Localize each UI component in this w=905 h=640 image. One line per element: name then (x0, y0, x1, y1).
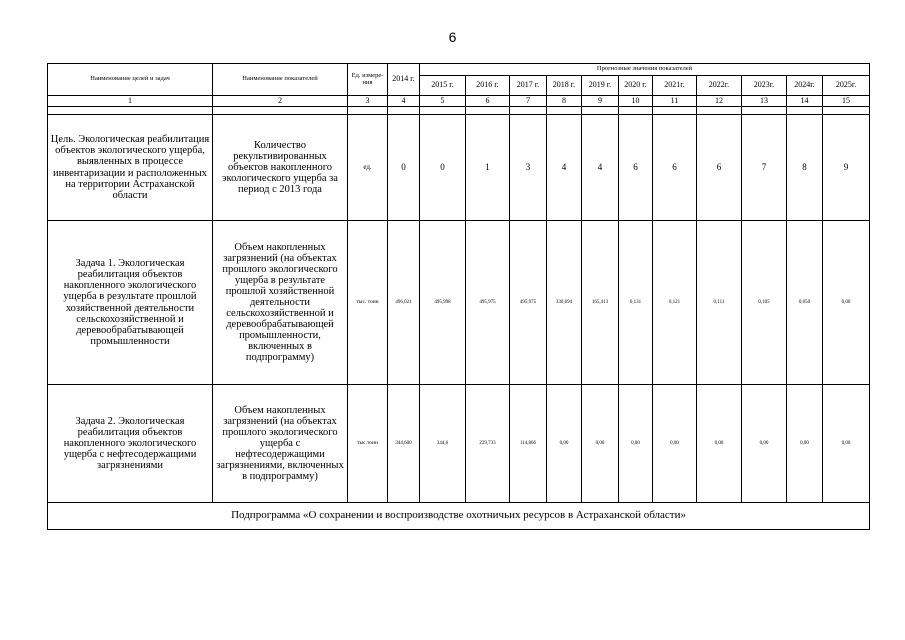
value-cell: 495,975 (510, 221, 547, 385)
value-cell: 165,413 (582, 221, 619, 385)
table-row-task-1 (48, 221, 870, 385)
value-cell: 0,105 (742, 221, 787, 385)
value-cell: 0,00 (742, 385, 787, 503)
column-number: 4 (388, 96, 420, 107)
column-number: 11 (653, 96, 697, 107)
value-cell: 6 (653, 115, 697, 221)
indicator-text: Количество рекультивированных объектов накопленного экологического ущерба за период с 2013 года (213, 115, 348, 221)
value-cell: 229,733 (466, 385, 510, 503)
header-unit: Ед. измере-ния (348, 64, 388, 96)
column-number: 12 (697, 96, 742, 107)
header-year: 2021г. (653, 76, 697, 96)
unit-cell: тыс.тонн (348, 385, 388, 503)
column-number: 9 (582, 96, 619, 107)
value-cell: 4 (582, 115, 619, 221)
value-cell: 7 (742, 115, 787, 221)
value-cell: 344,600 (388, 385, 420, 503)
header-year: 2024г. (787, 76, 823, 96)
header-year: 2015 г. (420, 76, 466, 96)
value-cell: 0,00 (547, 385, 582, 503)
value-cell: 495,998 (420, 221, 466, 385)
page-number: 6 (448, 29, 457, 45)
value-cell: 0,00 (697, 385, 742, 503)
value-cell: 0,121 (653, 221, 697, 385)
value-cell: 0,131 (619, 221, 653, 385)
unit-cell: тыс. тонн (348, 221, 388, 385)
column-number: 5 (420, 96, 466, 107)
column-number: 15 (823, 96, 870, 107)
value-cell: 9 (823, 115, 870, 221)
column-number: 6 (466, 96, 510, 107)
value-cell: 495,975 (466, 221, 510, 385)
table-row-task-2 (48, 385, 870, 503)
column-number: 14 (787, 96, 823, 107)
value-cell: 0,00 (823, 221, 870, 385)
column-number: 7 (510, 96, 547, 107)
header-2014: 2014 г. (388, 64, 420, 96)
header-forecast: Прогнозные значения показателей (420, 64, 870, 76)
column-number: 2 (213, 96, 348, 107)
header-goals: Наименование целей и задач (48, 64, 213, 96)
value-cell: 0,00 (582, 385, 619, 503)
value-cell: 0,050 (787, 221, 823, 385)
value-cell: 4 (547, 115, 582, 221)
column-number: 10 (619, 96, 653, 107)
header-year: 2025г. (823, 76, 870, 96)
goal-text: Задача 2. Экологическая реабилитация объектов накопленного экологического ущерба с нефтесодержащими загрязнениями (48, 385, 213, 503)
column-numbers-row (48, 96, 870, 107)
header-year: 2023г. (742, 76, 787, 96)
indicators-table (47, 63, 870, 530)
value-cell: 6 (697, 115, 742, 221)
value-cell: 344,6 (420, 385, 466, 503)
subprogram-row (48, 503, 870, 530)
header-year: 2016 г. (466, 76, 510, 96)
value-cell: 8 (787, 115, 823, 221)
indicator-text: Объем накопленных загрязнений (на объектах прошлого экологического ущерба с нефтесодержащими загрязнениями, включенных в подпрограмму) (213, 385, 348, 503)
value-cell: 6 (619, 115, 653, 221)
column-number: 8 (547, 96, 582, 107)
value-cell: 0 (420, 115, 466, 221)
value-cell: 114,866 (510, 385, 547, 503)
header-indicators: Наименование показателей (213, 64, 348, 96)
column-number: 1 (48, 96, 213, 107)
value-cell: 0,00 (653, 385, 697, 503)
value-cell: 330,694 (547, 221, 582, 385)
subprogram-title: Подпрограмма «О сохранении и воспроизводстве охотничьих ресурсов в Астраханской области» (48, 503, 870, 530)
value-cell: 0,00 (787, 385, 823, 503)
column-number: 3 (348, 96, 388, 107)
value-cell: 496,021 (388, 221, 420, 385)
spacer-row (48, 107, 870, 115)
goal-text: Цель. Экологическая реабилитация объектов экологического ущерба, выявленных в процессе инвентаризации и расположенных на территории Астраханской области (48, 115, 213, 221)
header-year: 2019 г. (582, 76, 619, 96)
header-year: 2017 г. (510, 76, 547, 96)
value-cell: 3 (510, 115, 547, 221)
value-cell: 0,00 (619, 385, 653, 503)
unit-cell: ед. (348, 115, 388, 221)
header-year: 2018 г. (547, 76, 582, 96)
value-cell: 1 (466, 115, 510, 221)
column-number: 13 (742, 96, 787, 107)
goal-text: Задача 1. Экологическая реабилитация объектов накопленного экологического ущерба в результате прошлой хозяйственной деятельности сельскохозяйственной и деревообрабатывающей промышленности (48, 221, 213, 385)
header-year: 2022г. (697, 76, 742, 96)
value-cell: 0,111 (697, 221, 742, 385)
value-cell: 0 (388, 115, 420, 221)
table-row-goal (48, 115, 870, 221)
header-year: 2020 г. (619, 76, 653, 96)
value-cell: 0,00 (823, 385, 870, 503)
indicator-text: Объем накопленных загрязнений (на объектах прошлого экологического ущерба в результате прошлой хозяйственной деятельности сельскохозяйственной и деревообрабатывающей промышленности, включенных в подпрограмму) (213, 221, 348, 385)
